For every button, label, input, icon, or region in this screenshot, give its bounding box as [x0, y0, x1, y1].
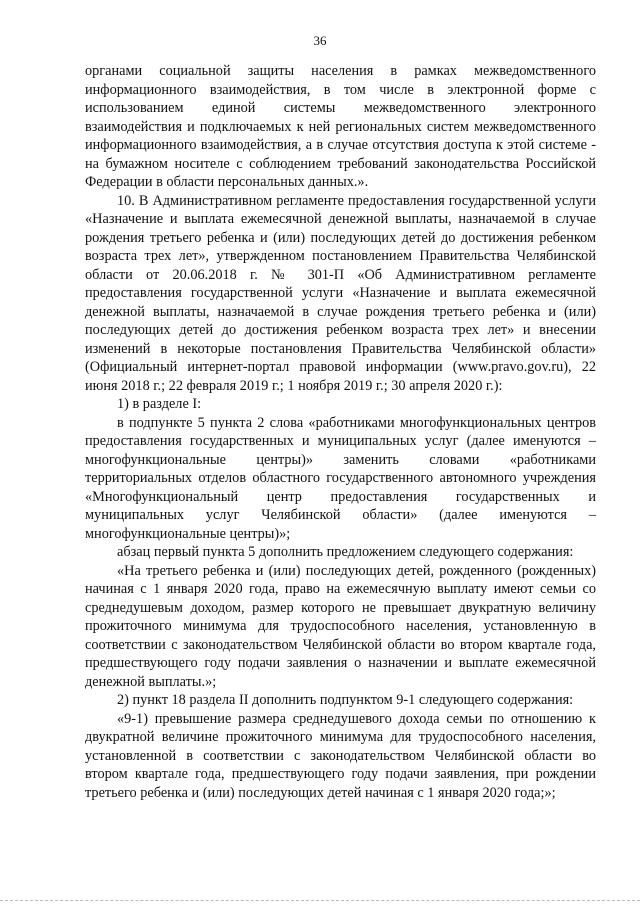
paragraph-subpoint-5: в подпункте 5 пункта 2 слова «работниками многофункциональных центров предоставления государственных и муниципальных услуг (далее именуются – многофункциональные центры)» заменить словами «работниками территориальных отделов областного государственного автономного учреждения «Многофункциональный центр предоставления государственных и муниципальных услуг Челябинской области» (далее именуются – многофункциональные центры)»;	[85, 414, 596, 542]
paragraph-point-5-amendment: абзац первый пункта 5 дополнить предложением следующего содержания:	[117, 544, 574, 560]
paragraph-continuation: органами социальной защиты населения в рамках межведомственного информационного взаимодействия, в том числе в электронной форме с использованием единой системы межведомственного электронного взаимодействия и подключаемых к ней региональных систем межведомственного информационного взаимодействия, а в случае отсутствия доступа к этой системе - на бумажном носителе с соблюдением требований законодательства Российской Федерации в области персональных данных.».	[85, 63, 596, 190]
paragraph-subitem-1: 1) в разделе I:	[117, 396, 202, 412]
paragraph-item-10: 10. В Административном регламенте предоставления государственной услуги «Назначение и выплата ежемесячной денежной выплаты, назначаемой в случае рождения третьего ребенка и (или) последующих детей до достижения ребенком возраста трех лет», утвержденном постановлением Правительства Челябинской области от 20.06.2018 г. № 301-П «Об Административном регламенте предоставления государственной услуги «Назначение и выплата ежемесячной денежной выплаты, назначаемой в случае рождения третьего ребенка и (или) последующих детей до достижения ребенком возраста трех лет» и внесении изменений в некоторые постановления Правительства Челябинской области» (Официальный интернет-портал правовой информации (www.pravo.gov.ru), 22 июня 2018 г.; 22 февраля 2019 г.; 1 ноября 2019 г.; 30 апреля 2020 г.):	[85, 192, 596, 394]
document-body	[85, 62, 596, 802]
paragraph-subitem-2: 2) пункт 18 раздела II дополнить подпунктом 9-1 следующего содержания:	[117, 692, 574, 708]
paragraph-subpoint-9-1: «9-1) превышение размера среднедушевого дохода семьи по отношению к двукратной величине прожиточного минимума для трудоспособного населения, установленной в соответствии с законодательством Челябинской области во втором квартале года, предшествующего году подачи заявления, при рождении третьего ребенка и (или) последующих детей начиная с 1 января 2020 года;»;	[85, 710, 596, 801]
paragraph-quoted-text: «На третьего ребенка и (или) последующих детей, рожденного (рожденных) начиная с 1 января 2020 года, право на ежемесячную выплату имеют семьи со среднедушевым доходом, размер которого не превышает двукратную величину прожиточного минимума для трудоспособного населения, установленную в соответствии с законодательством Челябинской области во втором квартале года, предшествующего году подачи заявления о назначении и выплате ежемесячной денежной выплаты.»;	[85, 562, 596, 690]
page-number: 36	[313, 33, 327, 48]
scan-bottom-edge	[0, 900, 640, 902]
